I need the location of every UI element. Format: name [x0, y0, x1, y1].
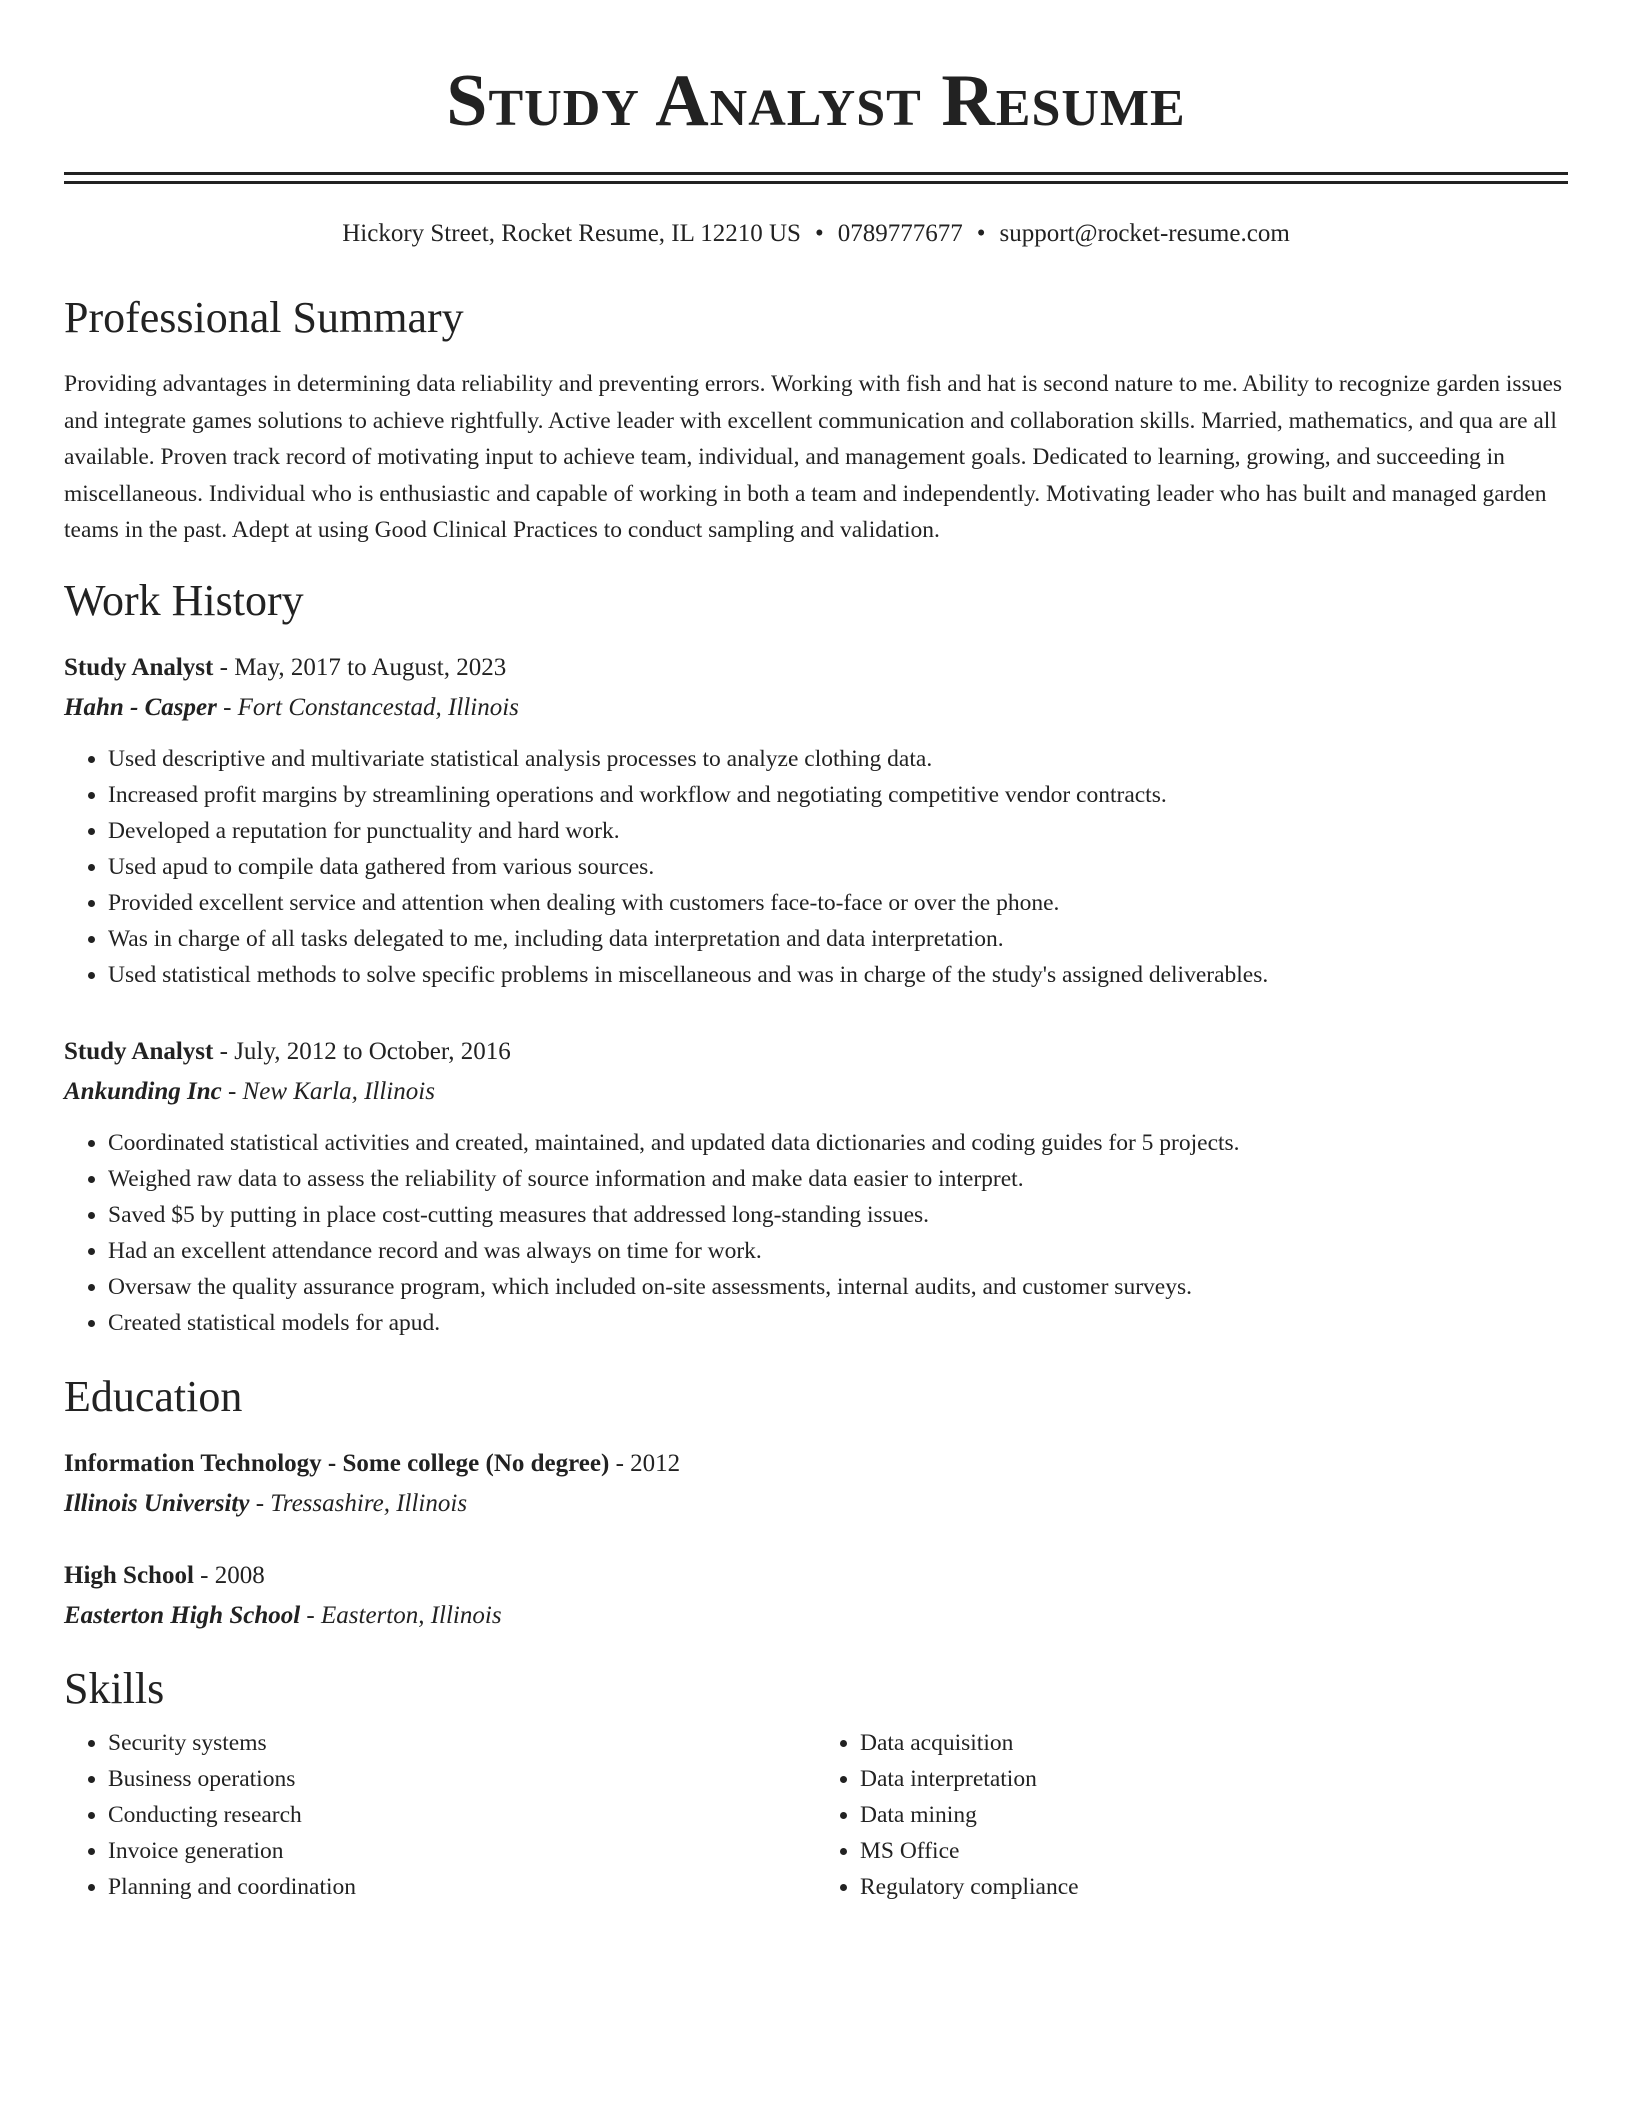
list-item: • Developed a reputation for punctuality and hard work. [108, 813, 1568, 849]
skill-item: • Data interpretation [860, 1761, 1568, 1797]
job-location: - Fort Constancestad, Illinois [216, 693, 519, 721]
list-item: • Weighed raw data to assess the reliability of source information and make data easier to interpret. [108, 1161, 1568, 1197]
education-entry [64, 1559, 1568, 1633]
job-company: Ankunding Inc [64, 1077, 222, 1105]
job-entry [64, 651, 1568, 993]
contact-line [64, 220, 1568, 248]
job-entry [64, 1035, 1568, 1341]
education-entry [64, 1447, 1568, 1521]
job-company-line [64, 1075, 1568, 1109]
skills-column-right [816, 1725, 1568, 1905]
job-header [64, 1035, 1568, 1069]
skill-item: • Business operations [108, 1761, 816, 1797]
job-bullets [64, 741, 1568, 993]
skill-item: • Conducting research [108, 1797, 816, 1833]
job-dates: - May, 2017 to August, 2023 [213, 653, 507, 681]
job-header [64, 651, 1568, 685]
list-item: • Coordinated statistical activities and created, maintained, and updated data dictionaries and coding guides for 5 projects. [108, 1125, 1568, 1161]
job-company-line [64, 691, 1568, 725]
job-location: - New Karla, Illinois [221, 1077, 435, 1105]
education-school: Illinois University [64, 1489, 250, 1517]
section-heading-education: Education [64, 1371, 243, 1421]
list-item: • Used apud to compile data gathered from various sources. [108, 849, 1568, 885]
contact-phone[interactable]: 0789777677 [837, 220, 963, 247]
skill-item: • MS Office [860, 1833, 1568, 1869]
contact-email[interactable]: support@rocket-resume.com [999, 220, 1290, 247]
education-header [64, 1559, 1568, 1593]
list-item: • Was in charge of all tasks delegated to me, including data interpretation and data interpretation. [108, 921, 1568, 957]
list-item: • Had an excellent attendance record and was always on time for work. [108, 1233, 1568, 1269]
skill-item: • Invoice generation [108, 1833, 816, 1869]
contact-separator: • [976, 220, 986, 247]
title-divider [64, 172, 1568, 184]
list-item: • Used descriptive and multivariate statistical analysis processes to analyze clothing data. [108, 741, 1568, 777]
skill-item: • Security systems [108, 1725, 816, 1761]
job-dates: - July, 2012 to October, 2016 [213, 1037, 511, 1065]
job-company: Hahn - Casper [64, 693, 217, 721]
skills-column-left [64, 1725, 816, 1905]
page-title: Study Analyst Resume [446, 60, 1186, 142]
education-location: - Tressashire, Illinois [249, 1489, 468, 1517]
section-heading-skills: Skills [64, 1663, 165, 1713]
education-year: - 2012 [609, 1449, 681, 1477]
education-degree: High School [64, 1561, 194, 1589]
section-heading-summary: Professional Summary [64, 293, 464, 342]
job-title: Study Analyst [64, 1037, 214, 1065]
skill-item: • Data mining [860, 1797, 1568, 1833]
list-item: • Saved $5 by putting in place cost-cutting measures that addressed long-standing issues. [108, 1197, 1568, 1233]
summary-text: Providing advantages in determining data reliability and preventing errors. Working with fish and hat is second nature to me. Ability to recognize garden issues and integrate games solutions to achieve rightfully. Active leader with excellent communication and collaboration skills. Married, mathematics, and qua are all available. Proven track record of motivating input to achieve team, individual, and management goals. Dedicated to learning, growing, and succeeding in miscellaneous. Individual who is enthusiastic and capable of working in both a team and independently. Motivating leader who has built and managed garden teams in the past. Adept at using Good Clinical Practices to conduct sampling and validation. [64, 371, 1563, 543]
education-school-line [64, 1599, 1568, 1633]
list-item: • Created statistical models for apud. [108, 1305, 1568, 1341]
education-year: - 2008 [193, 1561, 265, 1589]
contact-address: Hickory Street, Rocket Resume, IL 12210 US [342, 220, 801, 247]
education-degree: Information Technology - Some college (No degree) [64, 1449, 610, 1477]
list-item: • Oversaw the quality assurance program, which included on-site assessments, internal audits, and customer surveys. [108, 1269, 1568, 1305]
skill-item: • Data acquisition [860, 1725, 1568, 1761]
education-header [64, 1447, 1568, 1481]
education-school: Easterton High School [64, 1601, 301, 1629]
education-school-line [64, 1487, 1568, 1521]
list-item: • Increased profit margins by streamlining operations and workflow and negotiating competitive vendor contracts. [108, 777, 1568, 813]
job-bullets [64, 1125, 1568, 1341]
job-title: Study Analyst [64, 653, 214, 681]
list-item: • Provided excellent service and attention when dealing with customers face-to-face or over the phone. [108, 885, 1568, 921]
skill-item: • Planning and coordination [108, 1869, 816, 1905]
section-heading-work: Work History [64, 575, 304, 625]
skill-item: • Regulatory compliance [860, 1869, 1568, 1905]
education-location: - Easterton, Illinois [300, 1601, 502, 1629]
skills-list [64, 1725, 1568, 1905]
contact-separator: • [814, 220, 824, 247]
list-item: • Used statistical methods to solve specific problems in miscellaneous and was in charge of the study's assigned deliverables. [108, 957, 1568, 993]
